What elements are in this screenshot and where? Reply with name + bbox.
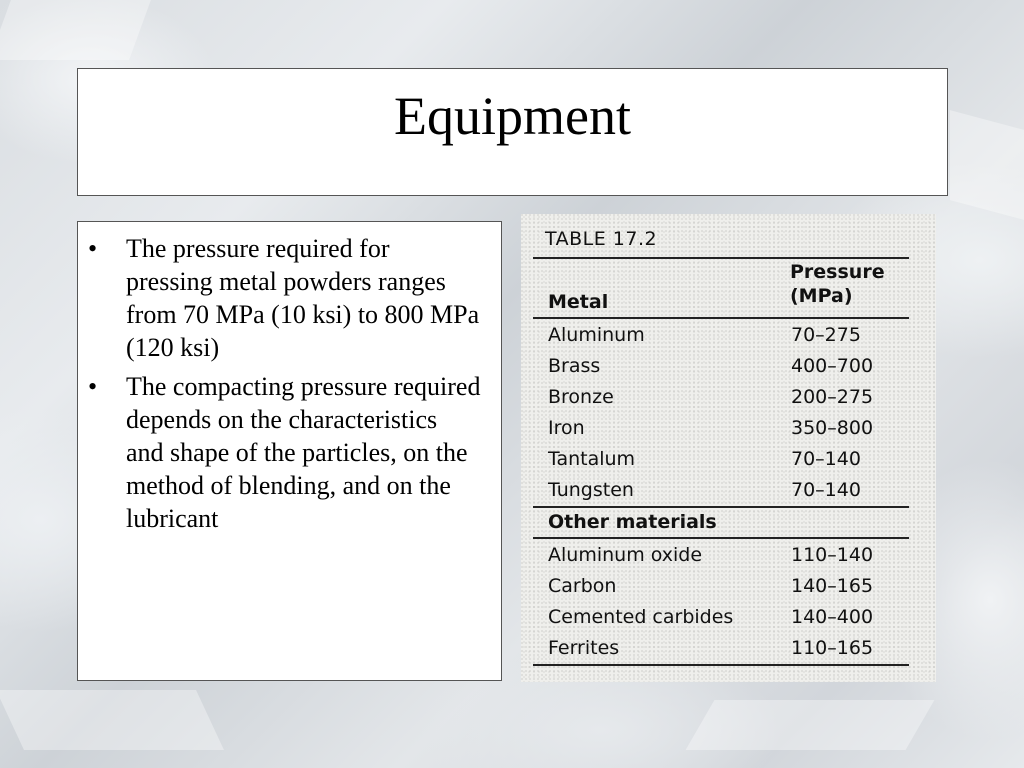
header-pressure-line2: (MPa) xyxy=(790,285,853,307)
table-row xyxy=(521,355,936,386)
table-row xyxy=(521,544,936,575)
bullet-item xyxy=(88,232,481,364)
table-rule-top xyxy=(533,257,909,259)
pressure-value: 140–400 xyxy=(791,606,874,628)
pressure-value: 200–275 xyxy=(791,386,874,408)
material-name: Carbon xyxy=(548,575,617,597)
bullet-text: The pressure required for pressing metal powders ranges from 70 MPa (10 ksi) to 800 MPa (120 ksi) xyxy=(126,234,480,362)
title-placeholder xyxy=(77,68,948,196)
metal-name: Iron xyxy=(548,417,585,439)
metal-name: Tantalum xyxy=(548,448,636,470)
pressure-value: 110–140 xyxy=(791,544,874,566)
table-row xyxy=(521,575,936,606)
bullet-icon: • xyxy=(88,372,98,401)
slide-title: Equipment xyxy=(394,86,631,146)
section-other-materials: Other materials xyxy=(548,511,717,533)
content-placeholder xyxy=(77,221,502,681)
metal-name: Bronze xyxy=(548,386,614,408)
pressure-value: 70–140 xyxy=(791,479,861,501)
pressure-table-image xyxy=(521,214,936,682)
bullet-list xyxy=(78,222,501,535)
pressure-value: 140–165 xyxy=(791,575,874,597)
table-rule-section-top xyxy=(533,506,909,508)
bullet-item xyxy=(88,370,481,535)
material-name: Cemented carbides xyxy=(548,606,734,628)
pressure-value: 70–140 xyxy=(791,448,861,470)
header-metal: Metal xyxy=(548,291,609,313)
metal-name: Aluminum xyxy=(548,324,645,346)
material-name: Ferrites xyxy=(548,637,620,659)
table-row xyxy=(521,606,936,637)
pressure-value: 110–165 xyxy=(791,637,874,659)
bullet-icon: • xyxy=(88,234,98,263)
table-rule-bottom xyxy=(533,664,909,666)
background-facet xyxy=(0,0,151,60)
bullet-text: The compacting pressure required depends on the characteristics and shape of the particles, on the method of blending, and on the lubricant xyxy=(126,372,481,533)
table-rule-header xyxy=(533,317,909,319)
background-facet xyxy=(950,110,1024,220)
material-name: Aluminum oxide xyxy=(548,544,703,566)
background-facet xyxy=(0,690,224,750)
table-caption: TABLE 17.2 xyxy=(545,228,658,250)
metal-name: Tungsten xyxy=(548,479,634,501)
header-pressure-line1: Pressure xyxy=(790,261,885,283)
pressure-value: 70–275 xyxy=(791,324,861,346)
header-pressure xyxy=(790,260,885,308)
pressure-value: 400–700 xyxy=(791,355,874,377)
table-row xyxy=(521,386,936,417)
table-row xyxy=(521,417,936,448)
metal-name: Brass xyxy=(548,355,601,377)
table-row xyxy=(521,448,936,479)
table-rule-section-bottom xyxy=(533,537,909,539)
background-facet xyxy=(686,700,935,750)
table-row xyxy=(521,324,936,355)
pressure-value: 350–800 xyxy=(791,417,874,439)
